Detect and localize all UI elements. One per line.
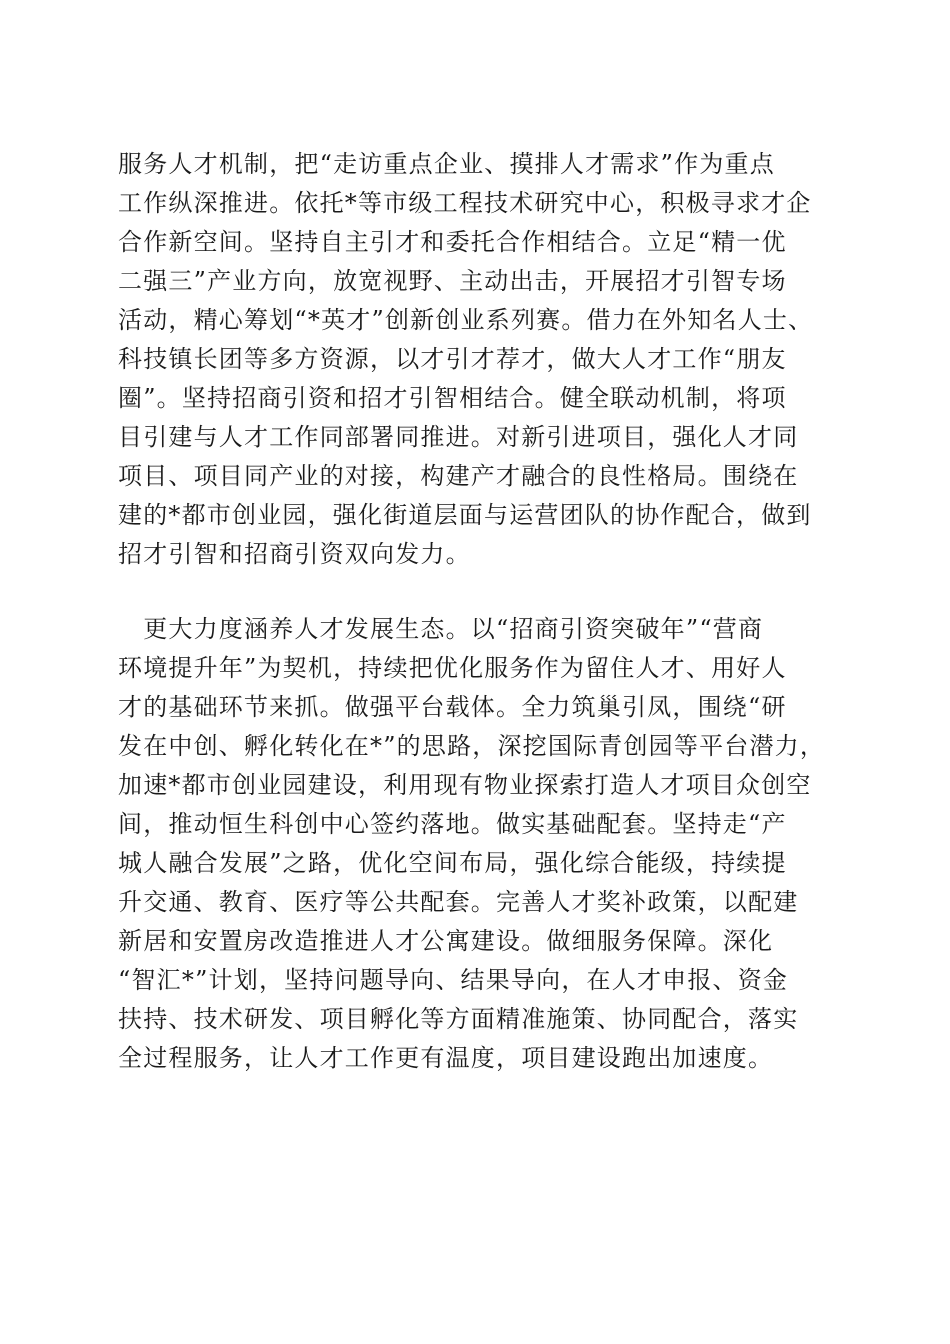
paragraph-line: 工作纵深推进。依托*等市级工程技术研究中心，积极寻求才企 [118,189,812,217]
paragraph-line: 城人融合发展”之路，优化空间布局，强化综合能级，持续提 [118,849,787,877]
paragraph-line: 项目、项目同产业的对接，构建产才融合的良性格局。围绕在 [118,462,799,490]
paragraph-line: 升交通、教育、医疗等公共配套。完善人才奖补政策，以配建 [118,888,799,916]
paragraph-line: “智汇*”计划，坚持问题导向、结果导向，在人才申报、资金 [118,966,789,994]
paragraph-line: 加速*都市创业园建设，利用现有物业探索打造人才项目众创空 [118,771,812,799]
paragraph-line: 才的基础环节来抓。做强平台载体。全力筑巢引凤，围绕“研 [118,693,787,721]
paragraph-line: 招才引智和招商引资双向发力。 [118,540,471,568]
paragraph-line: 新居和安置房改造推进人才公寓建设。做细服务保障。深化 [118,927,774,955]
paragraph-line: 间，推动恒生科创中心签约落地。做实基础配套。坚持走“产 [118,810,787,838]
paragraph-line: 活动，精心筹划“*英才”创新创业系列赛。借力在外知名人士、 [118,306,814,334]
paragraph-line: 二强三”产业方向，放宽视野、主动出击，开展招才引智专场 [118,267,787,295]
paragraph-line: 扶持、技术研发、项目孵化等方面精准施策、协同配合，落实 [118,1005,799,1033]
paragraph-line: 环境提升年”为契机，持续把优化服务作为留住人才、用好人 [118,654,787,682]
paragraph-line: 圈”。坚持招商引资和招才引智相结合。健全联动机制，将项 [118,384,787,412]
paragraph-line: 科技镇长团等多方资源，以才引才荐才，做大人才工作“朋友 [118,345,787,373]
paragraph-1 [118,145,838,574]
paragraph-line: 合作新空间。坚持自主引才和委托合作相结合。立足“精一优 [118,228,787,256]
paragraph-2 [118,610,838,1078]
paragraph-line: 建的*都市创业园，强化街道层面与运营团队的协作配合，做到 [118,501,812,529]
paragraph-line: 目引建与人才工作同部署同推进。对新引进项目，强化人才同 [118,423,799,451]
paragraph-line: 发在中创、孵化转化在*”的思路，深挖国际青创园等平台潜力， [118,732,826,760]
paragraph-line: 更大力度涵养人才发展生态。以“招商引资突破年”“营商 [118,615,764,643]
paragraph-line: 服务人才机制，把“走访重点企业、摸排人才需求”作为重点 [118,150,775,178]
paragraph-line: 全过程服务，让人才工作更有温度，项目建设跑出加速度。 [118,1044,774,1072]
